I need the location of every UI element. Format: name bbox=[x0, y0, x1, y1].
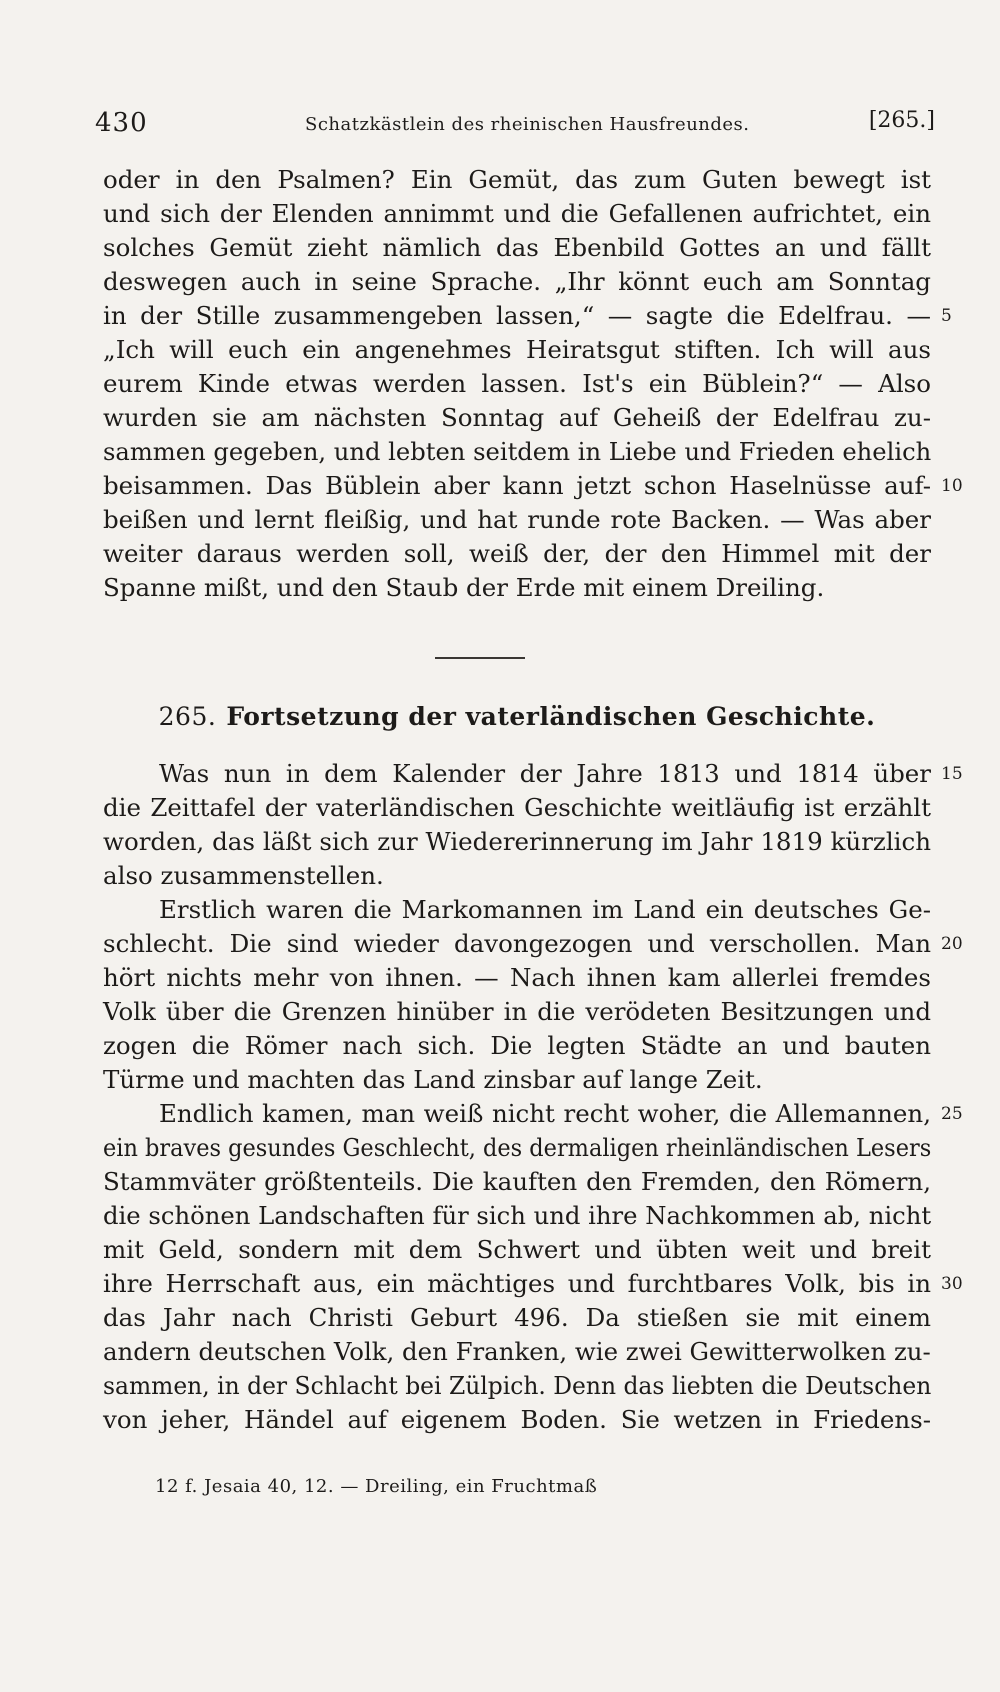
running-title: Schatzkästlein des rheinischen Hausfreundes. bbox=[305, 114, 750, 135]
line-text: oder in den Psalmen? Ein Gemüt, das zum Guten bewegt ist bbox=[103, 165, 931, 194]
page-number: 430 bbox=[95, 108, 148, 138]
line-text: das Jahr nach Christi Geburt 496. Da stießen sie mit einem bbox=[103, 1303, 931, 1332]
line-text: „Ich will euch ein angenehmes Heiratsgut stiften. Ich will aus bbox=[103, 335, 931, 364]
text-line bbox=[103, 791, 931, 825]
line-text: Was nun in dem Kalender der Jahre 1813 und 1814 über bbox=[159, 759, 931, 788]
text-line bbox=[103, 265, 931, 299]
footnote: 12 f. Jesaia 40, 12. — Dreiling, ein Fruchtmaß bbox=[155, 1476, 598, 1497]
line-text: von jeher, Händel auf eigenem Boden. Sie wetzen in Friedens- bbox=[103, 1405, 931, 1434]
line-text: Spanne mißt, und den Staub der Erde mit einem Dreiling. bbox=[103, 573, 825, 602]
line-text: andern deutschen Volk, den Franken, wie zwei Gewitterwolken zu- bbox=[103, 1337, 931, 1366]
text-line bbox=[103, 1029, 931, 1063]
text-line bbox=[103, 1199, 931, 1233]
line-text: und sich der Elenden annimmt und die Gefallenen aufrichtet, ein bbox=[103, 199, 931, 228]
text-line bbox=[103, 1267, 963, 1301]
text-line bbox=[103, 1335, 931, 1369]
text-line bbox=[103, 333, 931, 367]
section-number: 265. bbox=[158, 702, 217, 731]
text-line bbox=[103, 435, 931, 469]
line-text: ihre Herrschaft aus, ein mächtiges und furchtbares Volk, bis in bbox=[103, 1269, 931, 1298]
text-line bbox=[103, 401, 931, 435]
text-line bbox=[103, 927, 963, 961]
text-line bbox=[103, 1063, 931, 1097]
line-text: also zusammenstellen. bbox=[103, 861, 384, 890]
text-line bbox=[103, 1233, 931, 1267]
margin-line-number: 5 bbox=[941, 306, 952, 326]
previous-section-text bbox=[103, 163, 963, 605]
section-body-text bbox=[103, 757, 963, 1437]
text-line bbox=[103, 503, 931, 537]
text-line bbox=[103, 197, 931, 231]
line-text: mit Geld, sondern mit dem Schwert und übten weit und breit bbox=[103, 1235, 931, 1264]
line-text: beißen und lernt fleißig, und hat runde rote Backen. — Was aber bbox=[103, 505, 931, 534]
text-line bbox=[103, 1165, 931, 1199]
text-line bbox=[103, 1097, 963, 1131]
line-text: beisammen. Das Büblein aber kann jetzt schon Haselnüsse auf- bbox=[103, 471, 931, 500]
text-line bbox=[103, 469, 963, 503]
line-text: deswegen auch in seine Sprache. „Ihr könnt euch am Sonntag bbox=[103, 267, 931, 296]
page-header bbox=[95, 108, 935, 144]
line-text: Stammväter größtenteils. Die kauften den Fremden, den Römern, bbox=[103, 1167, 931, 1196]
line-text: hört nichts mehr von ihnen. — Nach ihnen kam allerlei fremdes bbox=[103, 963, 931, 992]
line-text: Türme und machten das Land zinsbar auf lange Zeit. bbox=[103, 1065, 763, 1094]
line-text: Endlich kamen, man weiß nicht recht woher, die Allemannen, bbox=[159, 1099, 931, 1128]
line-text: Volk über die Grenzen hinüber in die verödeten Besitzungen und bbox=[103, 997, 931, 1026]
margin-line-number: 25 bbox=[941, 1104, 963, 1124]
line-text: sammen, in der Schlacht bei Zülpich. Denn das liebten die Deutschen bbox=[103, 1371, 932, 1400]
margin-line-number: 30 bbox=[941, 1274, 963, 1294]
line-text: schlecht. Die sind wieder davongezogen und verschollen. Man bbox=[103, 929, 931, 958]
text-line bbox=[103, 961, 931, 995]
text-line bbox=[103, 757, 963, 791]
line-text: worden, das läßt sich zur Wiedererinnerung im Jahr 1819 kürzlich bbox=[103, 827, 931, 856]
margin-line-number: 20 bbox=[941, 934, 963, 954]
section-divider bbox=[435, 657, 525, 659]
text-line bbox=[103, 571, 931, 605]
section-title: Fortsetzung der vaterländischen Geschichte. bbox=[226, 702, 876, 731]
text-line bbox=[103, 1403, 931, 1437]
text-line bbox=[103, 163, 931, 197]
line-text: die Zeittafel der vaterländischen Geschichte weitläufig ist erzählt bbox=[103, 793, 931, 822]
section-reference: [265.] bbox=[868, 108, 935, 133]
text-line bbox=[103, 1131, 931, 1165]
text-line bbox=[103, 1301, 931, 1335]
text-line bbox=[103, 859, 931, 893]
line-text: solches Gemüt zieht nämlich das Ebenbild Gottes an und fällt bbox=[103, 233, 931, 262]
line-text: zogen die Römer nach sich. Die legten Städte an und bauten bbox=[103, 1031, 931, 1060]
line-text: die schönen Landschaften für sich und ihre Nachkommen ab, nicht bbox=[103, 1201, 932, 1230]
line-text: Erstlich waren die Markomannen im Land ein deutsches Ge- bbox=[159, 895, 931, 924]
text-line bbox=[103, 537, 931, 571]
section-heading bbox=[103, 702, 931, 731]
text-line bbox=[103, 1369, 931, 1403]
text-line bbox=[103, 995, 931, 1029]
text-line bbox=[103, 825, 931, 859]
line-text: weiter daraus werden soll, weiß der, der den Himmel mit der bbox=[103, 539, 931, 568]
text-line bbox=[103, 893, 931, 927]
line-text: wurden sie am nächsten Sonntag auf Geheiß der Edelfrau zu- bbox=[103, 403, 931, 432]
margin-line-number: 15 bbox=[941, 764, 963, 784]
line-text: ein braves gesundes Geschlecht, des dermaligen rheinländischen Lesers bbox=[103, 1133, 932, 1162]
line-text: sammen gegeben, und lebten seitdem in Liebe und Frieden ehelich bbox=[103, 437, 932, 466]
margin-line-number: 10 bbox=[941, 476, 963, 496]
text-line bbox=[103, 367, 931, 401]
line-text: in der Stille zusammengeben lassen,“ — sagte die Edelfrau. — bbox=[103, 301, 931, 330]
line-text: eurem Kinde etwas werden lassen. Ist's ein Büblein?“ — Also bbox=[103, 369, 931, 398]
text-line bbox=[103, 299, 952, 333]
text-line bbox=[103, 231, 931, 265]
